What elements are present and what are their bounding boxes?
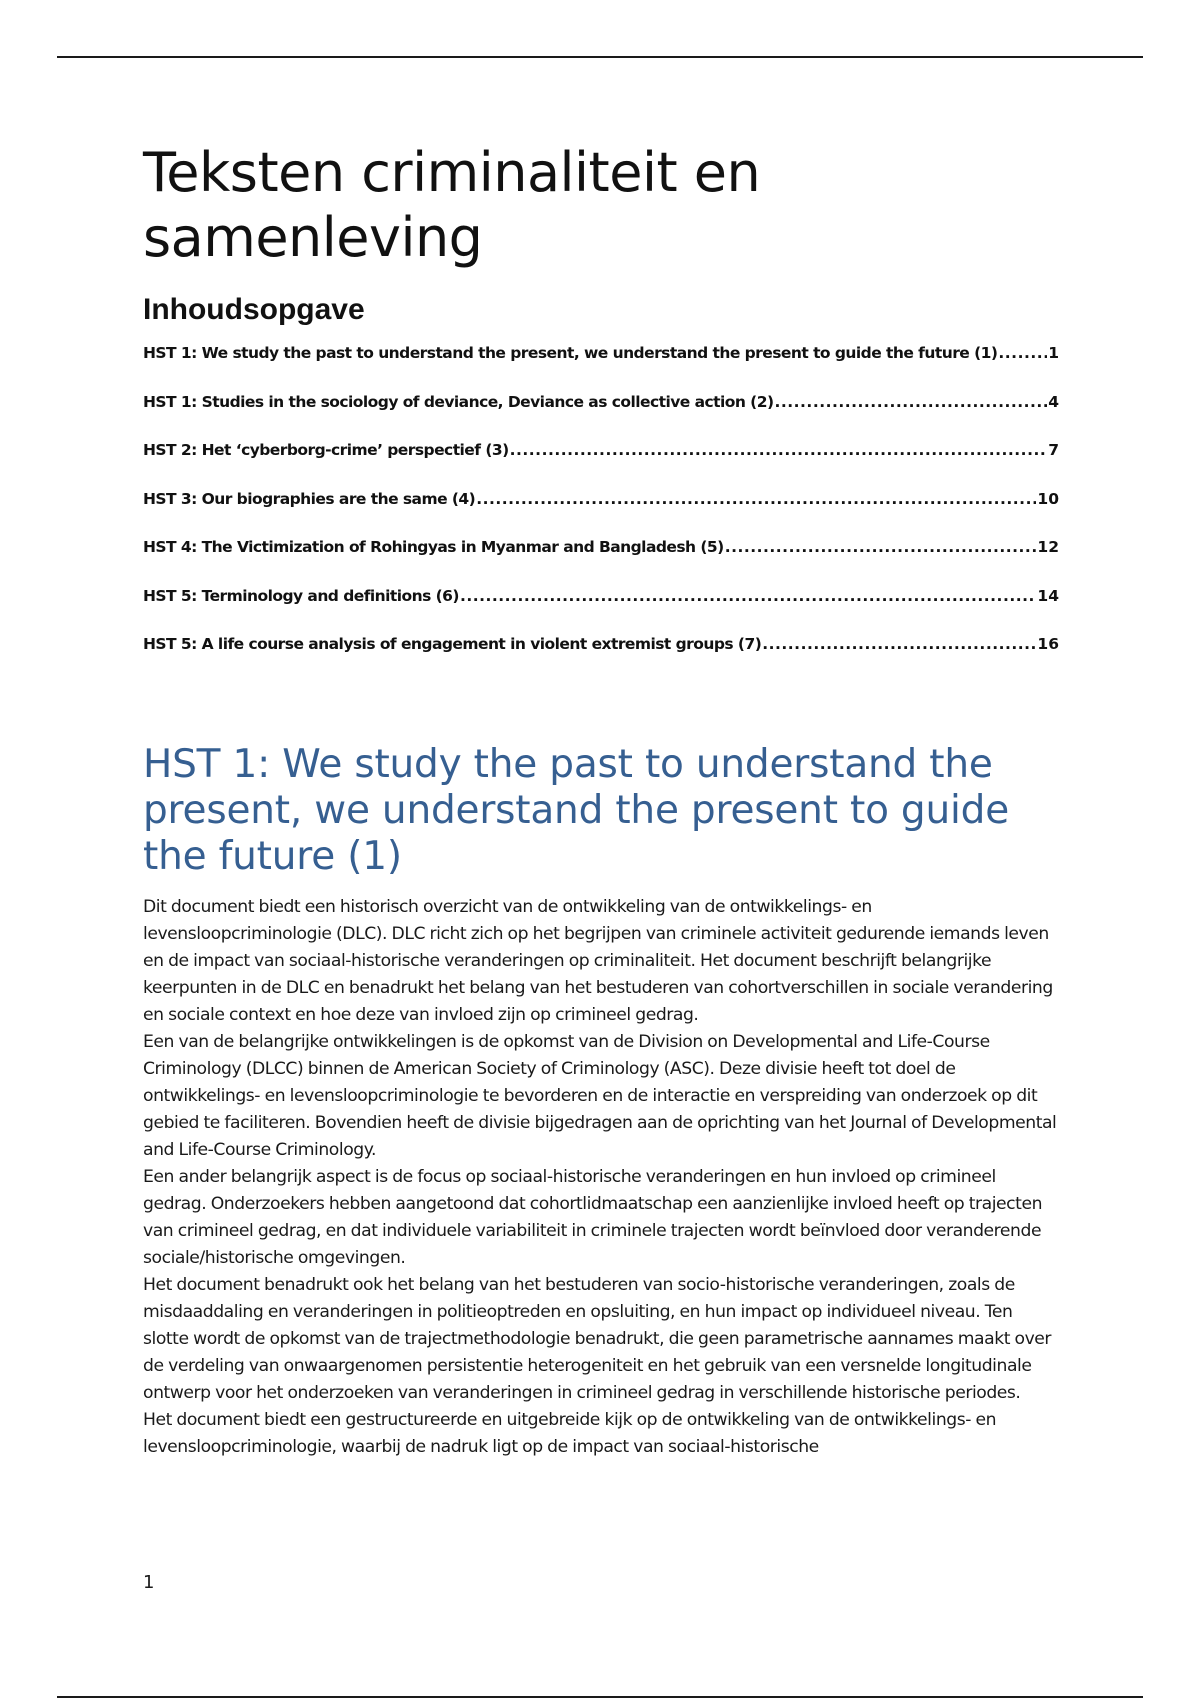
body-paragraph: Een ander belangrijk aspect is de focus op sociaal-historische veranderingen en hun invloed op crimineel gedrag. Onderzoekers hebben aangetoond dat cohortlidmaatschap een aanzienlijke invloed heeft op trajecten van crimineel gedrag, en dat individuele variabiliteit in criminele trajecten wordt beïnvloed door veranderende sociale/historische omgevingen. [143, 1166, 1043, 1268]
page-number: 1 [143, 1572, 155, 1593]
toc-entry-page: 16 [1037, 635, 1059, 653]
toc-entry[interactable] [143, 342, 1059, 391]
document-page [143, 140, 1059, 1461]
toc-entry[interactable] [143, 585, 1059, 634]
toc-entry-label: HST 4: The Victimization of Rohingyas in Myanmar and Bangladesh (5) [143, 538, 724, 556]
toc-entry-label: HST 1: We study the past to understand the present, we understand the present to guide the future (1) [143, 344, 998, 362]
body-paragraph: Dit document biedt een historisch overzicht van de ontwikkeling van de ontwikkelings- en levensloopcriminologie (DLC). DLC richt zich op het begrijpen van criminele activiteit gedurende iemands leven en de impact van sociaal-historische veranderingen op criminaliteit. Het document beschrijft belangrijke keerpunten in de DLC en benadrukt het belang van het bestuderen van cohortverschillen in sociale verandering en sociale context en hoe deze van invloed zijn op crimineel gedrag. [143, 896, 1053, 1025]
toc-dot-leader [476, 488, 1036, 510]
toc-entry-label: HST 1: Studies in the sociology of deviance, Deviance as collective action (2) [143, 392, 774, 411]
toc-dot-leader [762, 633, 1036, 655]
toc-dot-leader [460, 585, 1036, 607]
toc-entry-page: 7 [1048, 441, 1059, 459]
toc-entry-page: 10 [1037, 489, 1059, 508]
toc-entry[interactable] [143, 391, 1059, 440]
body-paragraph: Een van de belangrijke ontwikkelingen is de opkomst van de Division on Developmental and Life-Course Criminology (DLCC) binnen de American Society of Criminology (ASC). Deze divisie heeft tot doel de ontwikkelings- en levensloopcriminologie te bevorderen en de interactie en verspreiding van onderzoek op dit gebied te faciliteren. Bovendien heeft de divisie bijgedragen aan de oprichting van het Journal of Developmental and Life-Course Criminology. [143, 1031, 1057, 1160]
header-rule [57, 56, 1143, 58]
toc-entry-label: HST 5: A life course analysis of engagement in violent extremist groups (7) [143, 635, 762, 653]
footer-rule [57, 1696, 1143, 1698]
toc-entry[interactable] [143, 439, 1059, 488]
table-of-contents [143, 342, 1059, 682]
section-heading: HST 1: We study the past to understand the present, we understand the present to guide the future (1) [143, 741, 1009, 879]
toc-entry-page: 4 [1048, 392, 1059, 411]
toc-dot-leader [725, 536, 1037, 558]
toc-dot-leader [510, 439, 1048, 461]
toc-entry[interactable] [143, 633, 1059, 682]
toc-heading: Inhoudsopgave [143, 293, 365, 326]
document-title: Teksten criminaliteit en samenleving [143, 141, 761, 269]
body-paragraph: Het document biedt een gestructureerde en uitgebreide kijk op de ontwikkeling van de ontwikkelings- en levensloopcriminologie, waarbij de nadruk ligt op de impact van sociaal-historische [143, 1409, 997, 1457]
toc-entry[interactable] [143, 488, 1059, 537]
toc-entry-label: HST 3: Our biographies are the same (4) [143, 489, 476, 508]
toc-dot-leader [998, 342, 1047, 364]
toc-dot-leader [774, 391, 1047, 413]
toc-entry-page: 14 [1037, 586, 1059, 605]
body-paragraph: Het document benadrukt ook het belang van het bestuderen van socio-historische veranderingen, zoals de misdaaddaling en veranderingen in politieoptreden en opsluiting, en hun impact op individueel niveau. Ten slotte wordt de opkomst van de trajectmethodologie benadrukt, die geen parametrische aannames maakt over de verdeling van onwaargenomen persistentie heterogeniteit en het gebruik van een versnelde longitudinale ontwerp voor het onderzoeken van veranderingen in crimineel gedrag in verschillende historische periodes. [143, 1274, 1052, 1403]
section-body [143, 894, 1059, 1461]
toc-entry-label: HST 5: Terminology and definitions (6) [143, 586, 459, 605]
toc-entry-page: 1 [1048, 344, 1059, 362]
toc-entry[interactable] [143, 536, 1059, 585]
toc-entry-label: HST 2: Het ‘cyberborg-crime’ perspectief (3) [143, 441, 509, 459]
toc-entry-page: 12 [1037, 538, 1059, 556]
